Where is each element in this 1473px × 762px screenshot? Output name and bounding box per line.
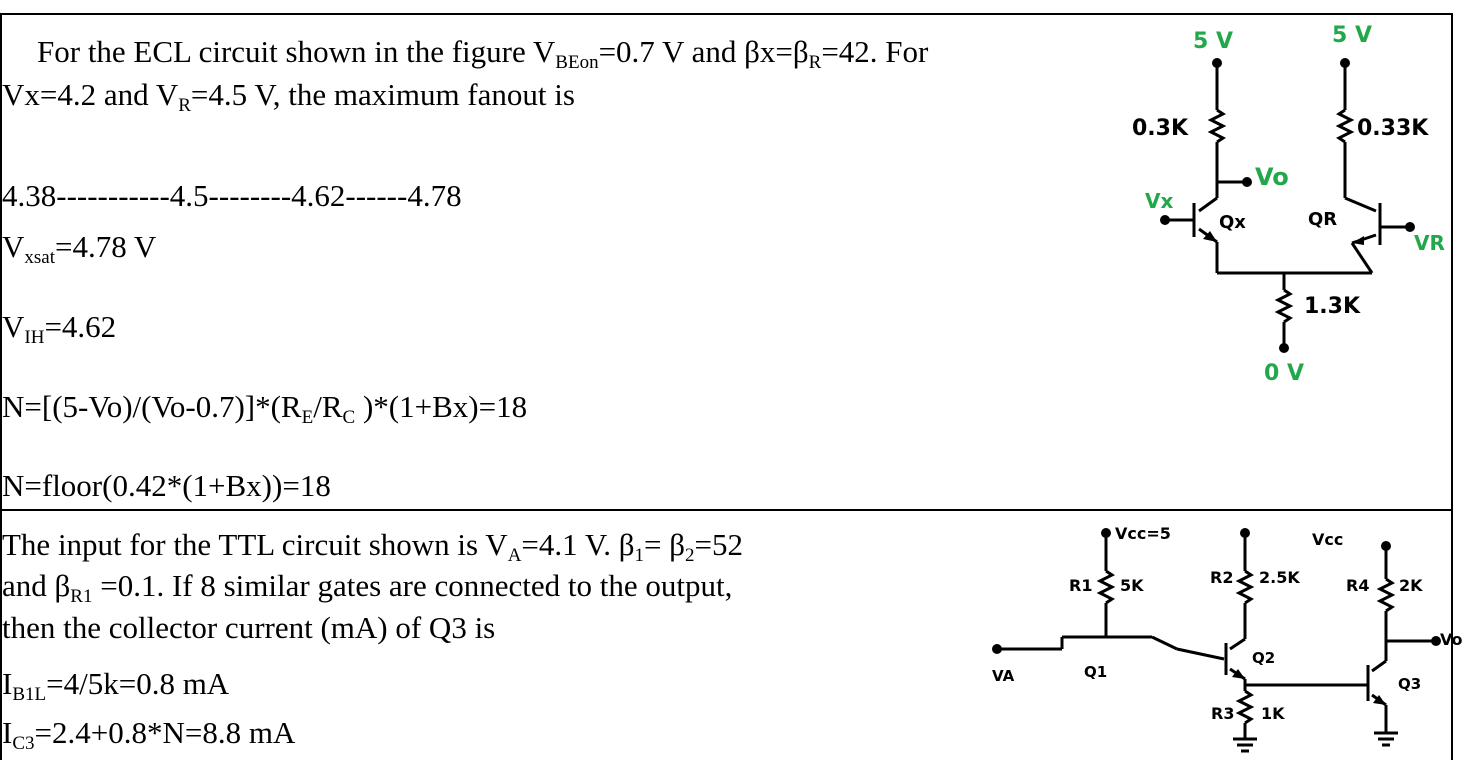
ttl-question-row (2, 511, 1463, 762)
ttl-q3-label: Q3 (1398, 675, 1422, 693)
ecl-circuit-diagram (2, 15, 1455, 511)
ttl-q1-label: Q1 (1084, 663, 1108, 681)
ib1l-line: $I_{B1L}=4/5k=0.8$ mA (2, 666, 230, 705)
q2-line1: The input for the TTL circuit shown is $V_A=4.1$ V. $\beta_1= \beta_2=52$ (2, 527, 744, 566)
ttl-r1-value: 5K (1120, 576, 1144, 595)
ecl-qr-label: QR (1308, 209, 1338, 230)
ttl-r3-value: 1K (1261, 704, 1285, 723)
ttl-vo-label: Vo (1440, 630, 1463, 649)
vxsat-line: $V_{xsat}=4.78$ V (2, 229, 157, 268)
q2-line2: and $\beta_{R1} =0.1$. If 8 similar gates are connected to the output, (2, 568, 733, 607)
ecl-rc-right-label: 0.33K (1357, 116, 1429, 141)
q1-choices: 4.38-----------4.5--------4.62------4.78 (2, 178, 462, 213)
ttl-r1-label: R1 (1069, 576, 1093, 595)
ecl-rc-left-label: 0.3K (1132, 116, 1189, 141)
ecl-vx-label: Vx (1145, 189, 1174, 213)
ecl-vcc-right-label: 5 V (1332, 23, 1372, 48)
ecl-re-label: 1.3K (1304, 294, 1361, 319)
ttl-r4-value: 2K (1399, 576, 1423, 595)
vih-line: $V_{IH}=4.62$ (2, 309, 117, 348)
ttl-r2-value: 2.5K (1259, 568, 1300, 587)
ecl-vr-label: VR (1414, 231, 1445, 255)
ecl-vcc-left-label: 5 V (1193, 29, 1233, 54)
content-table (0, 13, 1463, 760)
q2-line3: then the collector current (mA) of Q3 is (2, 610, 496, 645)
fanout-formula-2: N=floor(0.42*(1+Bx))=18 (2, 468, 331, 503)
ttl-circuit-diagram (2, 511, 1463, 762)
fanout-formula-1: $N=[(5-Vo)/(Vo-0.7)]*(R_E/R_C$ )*(1+Bx)=18 (2, 389, 528, 428)
ttl-vcc5-label: Vcc=5 (1115, 524, 1171, 543)
ecl-question-row (2, 15, 1451, 511)
ttl-q2-label: Q2 (1252, 649, 1276, 667)
q1-line1: For the ECL circuit shown in the figure $V_{BEon}=0.7$ V and $\beta x=\beta_R=42$. For (37, 34, 929, 73)
ttl-vcc-label: Vcc (1312, 530, 1344, 549)
ecl-gnd-label: 0 V (1264, 361, 1304, 386)
ttl-r2-label: R2 (1210, 568, 1234, 587)
ttl-r3-label: R3 (1211, 704, 1235, 723)
ic3-line: $I_{C3}=2.4+0.8*N=8.8$ mA (2, 715, 296, 754)
ttl-r4-label: R4 (1346, 576, 1370, 595)
q1-line2: Vx=4.2 and $V_R=4.5$ V, the maximum fanout is (2, 77, 575, 116)
ecl-qx-label: Qx (1219, 212, 1246, 233)
ecl-vo-label: Vo (1255, 163, 1289, 191)
ttl-va-label: VA (992, 667, 1015, 685)
